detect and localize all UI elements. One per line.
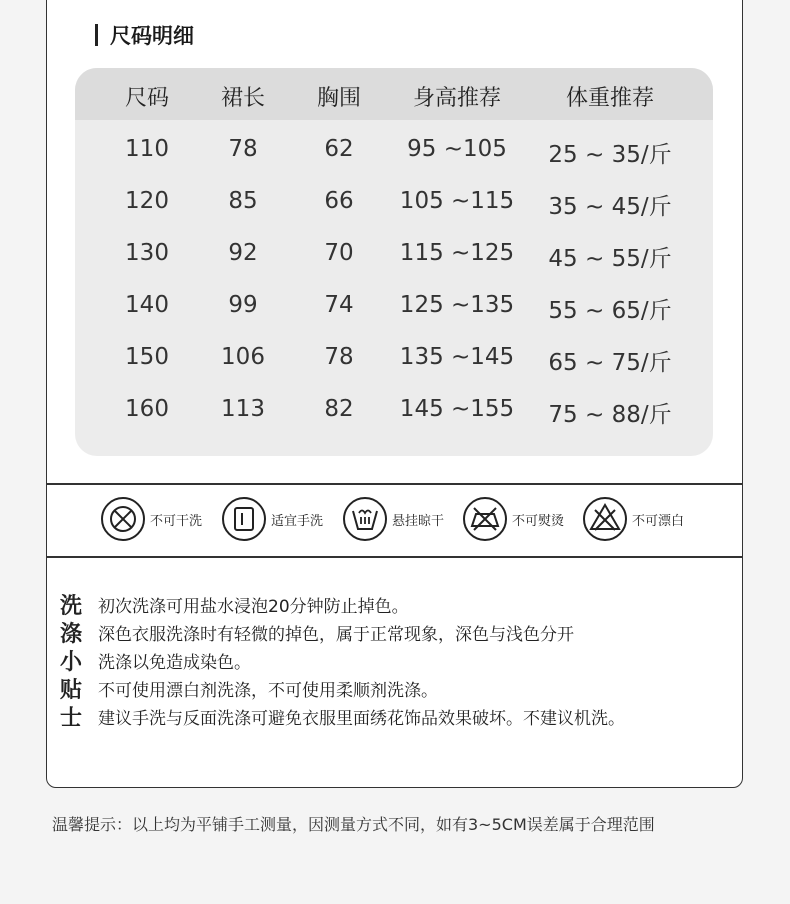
- table-row: [75, 280, 713, 332]
- section-title: 尺码明细: [110, 24, 194, 48]
- skirt-length-cell: 106: [221, 344, 265, 370]
- table-row: [75, 228, 713, 280]
- footer-tip: 温馨提示：以上均为平铺手工测量，因测量方式不同，如有3~5CM误差属于合理范围: [52, 815, 655, 834]
- table-row: [75, 124, 713, 176]
- header-height: 身高推荐: [412, 86, 502, 111]
- weight-cell: 65 ~ 75/斤: [548, 350, 672, 376]
- tip-text: 建议手洗与反面洗涤可避免衣服里面绣花饰品效果破坏。不建议机洗。: [98, 708, 625, 729]
- tip-text: 深色衣服洗涤时有轻微的掉色，属于正常现象，深色与浅色分开: [98, 624, 574, 645]
- size-cell: 150: [125, 344, 169, 370]
- washing-tip-line: [60, 646, 251, 674]
- header-weight: 体重推荐: [565, 86, 655, 111]
- height-cell: 135 ~145: [399, 344, 515, 370]
- height-cell: 115 ~125: [399, 240, 515, 266]
- no-dry-clean-icon: [100, 496, 146, 542]
- divider-top: [46, 483, 743, 485]
- care-item-no-dry-clean: [100, 496, 202, 542]
- weight-cell: 35 ~ 45/斤: [548, 194, 672, 220]
- washing-tip-line: [60, 702, 625, 730]
- header-skirt-length: 裙长: [220, 86, 266, 111]
- size-cell: 130: [125, 240, 169, 266]
- header-chest: 胸围: [316, 86, 362, 111]
- title-accent-bar: [95, 24, 98, 46]
- tip-text: 洗涤以免造成染色。: [98, 652, 251, 673]
- weight-cell: 55 ~ 65/斤: [548, 298, 672, 324]
- weight-cell: 45 ~ 55/斤: [548, 246, 672, 272]
- size-cell: 110: [125, 136, 169, 162]
- care-label: 不可干洗: [150, 513, 203, 529]
- care-label: 不可漂白: [632, 513, 685, 529]
- care-item-no-iron: [462, 496, 564, 542]
- care-label: 悬挂晾干: [392, 513, 445, 529]
- height-cell: 105 ~115: [399, 188, 515, 214]
- tip-heading-char: 洗: [60, 593, 83, 619]
- size-cell: 140: [125, 292, 169, 318]
- size-table: [75, 68, 713, 456]
- care-label: 适宜手洗: [271, 513, 324, 529]
- weight-cell: 25 ~ 35/斤: [548, 142, 672, 168]
- chest-cell: 70: [324, 240, 354, 266]
- tip-heading-char: 贴: [60, 677, 83, 703]
- care-item-no-bleach: [582, 496, 684, 542]
- chest-cell: 78: [324, 344, 354, 370]
- tip-text: 初次洗涤可用盐水浸泡20分钟防止掉色。: [98, 596, 409, 617]
- chest-cell: 62: [324, 136, 354, 162]
- weight-cell: 75 ~ 88/斤: [548, 402, 672, 428]
- hang-dry-icon: [342, 496, 388, 542]
- care-item-hang-dry: [342, 496, 444, 542]
- skirt-length-cell: 85: [228, 188, 258, 214]
- table-row: [75, 176, 713, 228]
- no-bleach-icon: [582, 496, 628, 542]
- skirt-length-cell: 99: [228, 292, 258, 318]
- care-item-hand-wash: [221, 496, 323, 542]
- tip-text: 不可使用漂白剂洗涤，不可使用柔顺剂洗涤。: [98, 680, 438, 701]
- size-cell: 120: [125, 188, 169, 214]
- care-label: 不可熨烫: [512, 513, 565, 529]
- tip-heading-char: 小: [60, 649, 83, 675]
- washing-tip-line: [60, 674, 438, 702]
- divider-bottom: [46, 556, 743, 558]
- table-header-row: [75, 68, 713, 120]
- header-size: 尺码: [124, 86, 170, 111]
- washing-tip-line: [60, 590, 409, 618]
- tip-heading-char: 士: [60, 705, 83, 731]
- table-row: [75, 384, 713, 436]
- skirt-length-cell: 78: [228, 136, 258, 162]
- chest-cell: 82: [324, 396, 354, 422]
- tip-heading-char: 涤: [60, 621, 83, 647]
- height-cell: 145 ~155: [399, 396, 515, 422]
- height-cell: 95 ~105: [407, 136, 507, 162]
- table-row: [75, 332, 713, 384]
- size-cell: 160: [125, 396, 169, 422]
- skirt-length-cell: 92: [228, 240, 258, 266]
- no-iron-icon: [462, 496, 508, 542]
- section-header: [95, 20, 194, 50]
- hand-wash-icon: [221, 496, 267, 542]
- chest-cell: 66: [324, 188, 354, 214]
- height-cell: 125 ~135: [399, 292, 515, 318]
- skirt-length-cell: 113: [221, 396, 265, 422]
- washing-tip-line: [60, 618, 574, 646]
- chest-cell: 74: [324, 292, 354, 318]
